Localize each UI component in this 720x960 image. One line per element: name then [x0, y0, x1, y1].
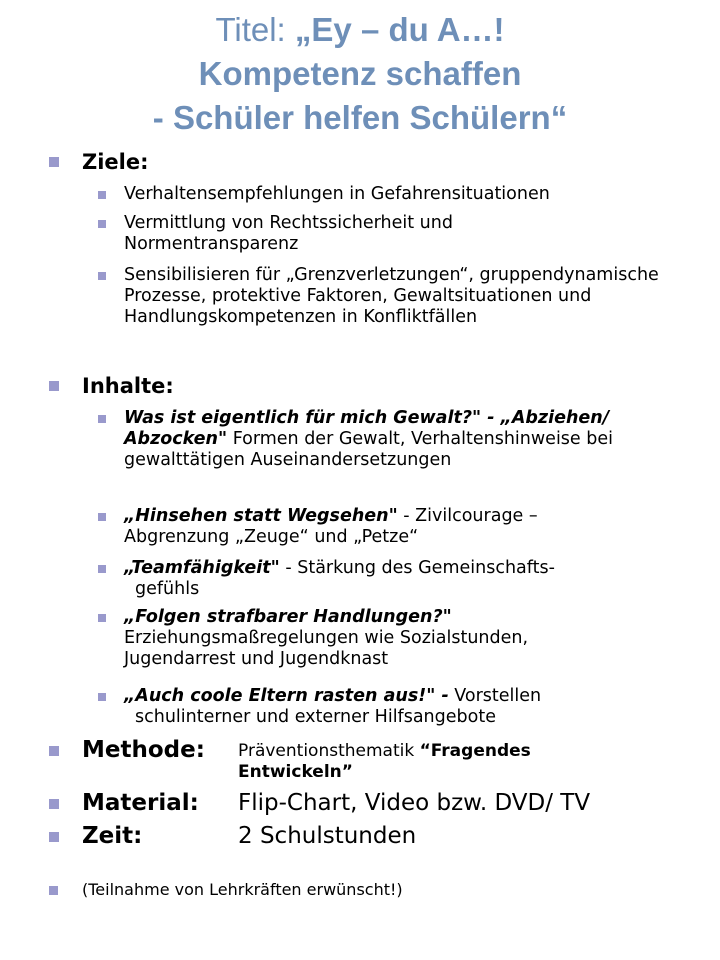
- methode-value: Präventionsthematik “Fragendes: [238, 741, 531, 761]
- bullet-icon: [98, 272, 106, 280]
- title-line3: - Schüler helfen Schülern“: [152, 99, 568, 136]
- bullet-icon: [98, 513, 106, 521]
- inhalte-item: „Hinsehen statt Wegsehen" - Zivilcourage – Abgrenzung „Zeuge“ und „Petze“: [124, 506, 644, 548]
- slide-title: [0, 8, 720, 140]
- zeit-label: Zeit:: [82, 823, 143, 849]
- inhalte-item: „Teamfähigkeit" - Stärkung des Gemeinschafts- gefühls: [124, 558, 684, 600]
- inhalte-item: Was ist eigentlich für mich Gewalt?" - „Abziehen/ Abzocken" Formen der Gewalt, Verhaltenshinweise bei gewalttätigen Auseinandersetzungen: [124, 408, 644, 471]
- material-row: [82, 790, 642, 818]
- ziele-heading: Ziele:: [82, 150, 149, 174]
- bullet-icon: [49, 886, 58, 895]
- bullet-icon: [98, 614, 106, 622]
- material-value: Flip-Chart, Video bzw. DVD/ TV: [238, 790, 591, 816]
- bullet-icon: [49, 799, 59, 809]
- inhalte-item: „Folgen strafbarer Handlungen?" Erziehungsmaßregelungen wie Sozialstunden, Jugendarrest und Jugendknast: [124, 607, 644, 670]
- zeit-row: [82, 823, 642, 851]
- bullet-icon: [98, 191, 106, 199]
- bullet-icon: [49, 832, 59, 842]
- bullet-icon: [49, 157, 59, 167]
- ziele-item: Vermittlung von Rechtssicherheit und Normentransparenz: [124, 213, 564, 255]
- bullet-icon: [98, 415, 106, 423]
- bullet-icon: [98, 220, 106, 228]
- bullet-icon: [98, 565, 106, 573]
- bullet-icon: [98, 693, 106, 701]
- inhalte-item: „Auch coole Eltern rasten aus!" - Vorstellen schulinterner und externer Hilfsangebote: [124, 686, 664, 728]
- material-label: Material:: [82, 790, 199, 816]
- ziele-item: Sensibilisieren für „Grenzverletzungen“, gruppendynamische Prozesse, protektive Faktoren, Gewaltsituationen und Handlungskompetenzen in Konfliktfällen: [124, 265, 684, 328]
- methode-row: [82, 737, 642, 789]
- methode-label: Methode:: [82, 737, 205, 763]
- bullet-icon: [49, 381, 59, 391]
- title-main: „Ey – du A…!: [294, 11, 505, 48]
- ziele-item: Verhaltensempfehlungen in Gefahrensituationen: [124, 184, 694, 205]
- zeit-value: 2 Schulstunden: [238, 823, 417, 849]
- methode-value-cont: Entwickeln”: [238, 762, 353, 782]
- bullet-icon: [49, 746, 59, 756]
- title-line2: Kompetenz schaffen: [198, 55, 522, 92]
- note: (Teilnahme von Lehrkräften erwünscht!): [82, 880, 403, 900]
- title-prefix: Titel:: [215, 11, 295, 48]
- inhalte-heading: Inhalte:: [82, 374, 174, 398]
